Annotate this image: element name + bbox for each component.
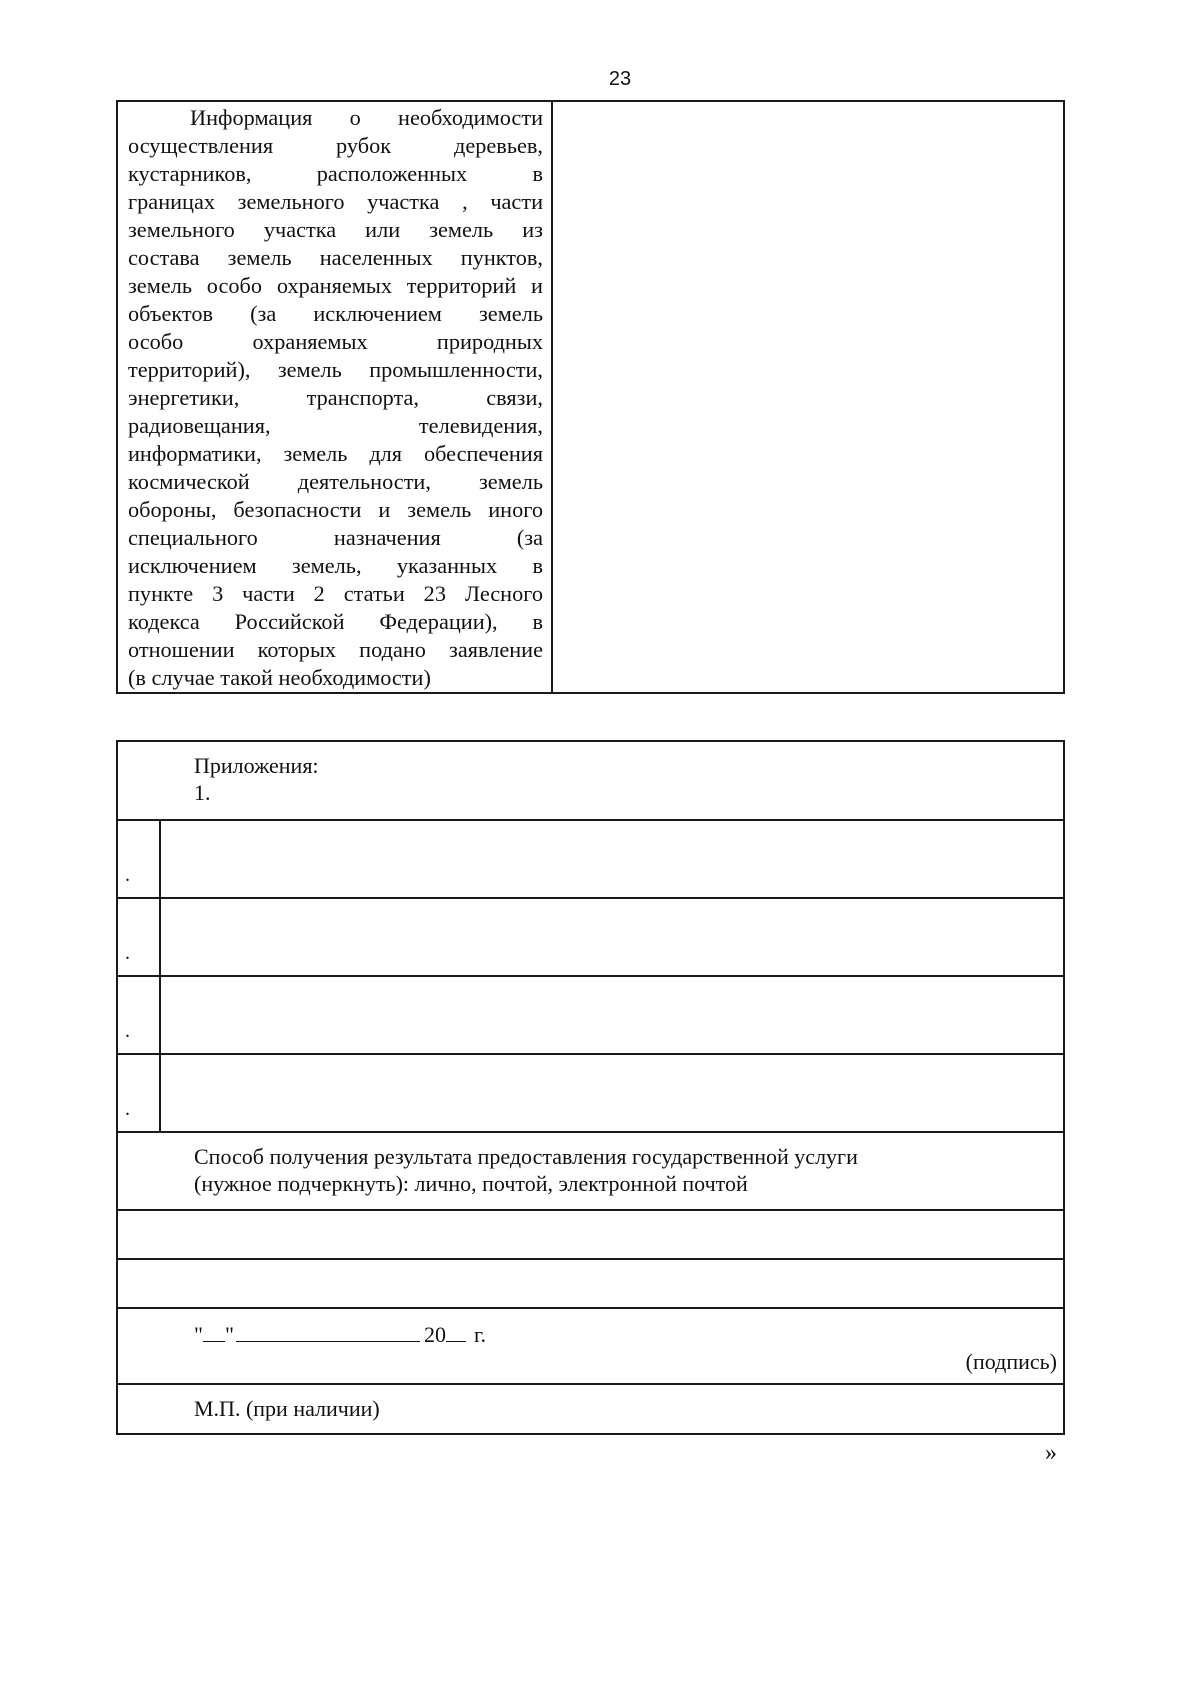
info-line: кустарников, расположенных в [128,161,543,186]
year-suffix: г. [473,1322,487,1347]
year-prefix: 20 [423,1322,446,1347]
attachment-field[interactable] [160,820,1064,898]
info-text-cell [117,101,552,693]
info-line: земельного участка или земель из [128,217,543,242]
page-number: 23 [608,68,632,90]
info-line: энергетики, транспорта, связи, [128,385,543,410]
info-line: исключением земель, указанных в [128,553,543,578]
info-line: пункте 3 части 2 статьи 23 Лесного [128,581,543,606]
info-line: специального назначения (за [128,525,543,550]
attachment-number-cell [117,898,160,976]
attachments-heading: Приложения: [194,753,319,778]
attachment-marker: . [125,1098,130,1120]
info-line: космической деятельности, земель [128,469,543,494]
stamp-cell [117,1384,1064,1434]
attachments-header-row [117,741,1064,820]
stamp-row [117,1384,1064,1434]
info-line: особо охраняемых природных [128,329,543,354]
attachments-table [116,740,1065,1435]
info-table [116,100,1065,694]
info-row [117,101,1064,693]
info-line: кодекса Российской Федерации), в [128,609,543,634]
blank-field[interactable] [117,1259,1064,1308]
info-answer-field[interactable] [552,101,1064,693]
quote-open: " [194,1322,203,1347]
date-field[interactable] [194,1322,486,1347]
info-line: обороны, безопасности и земель иного [128,497,543,522]
blank-row [117,1210,1064,1259]
attachment-number-cell [117,976,160,1054]
info-line: осуществления рубок деревьев, [128,133,543,158]
info-line: информатики, земель для обеспечения [128,441,543,466]
attachment-marker: . [125,942,130,964]
quote-close: " [224,1322,234,1347]
attachment-field[interactable] [160,898,1064,976]
blank-row [117,1259,1064,1308]
attachment-row [117,898,1064,976]
month-blank[interactable] [236,1323,420,1342]
info-line: радиовещания, телевидения, [128,413,543,438]
info-line: территорий), земель промышленности, [128,357,543,382]
delivery-method-line: Способ получения результата предоставления государственной услуги [194,1144,858,1169]
info-line: объектов (за исключением земель [128,301,543,326]
signature-label: (подпись) [965,1349,1057,1374]
attachment-field[interactable] [160,976,1064,1054]
day-blank[interactable] [203,1323,225,1342]
attachment-first-item: 1. [194,780,211,805]
delivery-method-options[interactable]: (нужное подчеркнуть): лично, почтой, электронной почтой [194,1171,748,1196]
info-line: границах земельного участка , части [128,189,543,214]
info-line: земель особо охраняемых территорий и [128,273,543,298]
year-blank[interactable] [446,1323,466,1342]
date-signature-cell [117,1308,1064,1384]
delivery-method-row [117,1132,1064,1210]
attachments-header-cell [117,741,1064,820]
info-line: (в случае такой необходимости) [128,665,431,690]
closing-quote-mark: » [1045,1440,1057,1466]
info-line: Информация о необходимости [190,105,543,130]
attachment-number-cell [117,820,160,898]
blank-field[interactable] [117,1210,1064,1259]
attachment-marker: . [125,864,130,886]
info-line: состава земель населенных пунктов, [128,245,543,270]
date-signature-row [117,1308,1064,1384]
attachment-number-cell [117,1054,160,1132]
attachment-field[interactable] [160,1054,1064,1132]
info-line: отношении которых подано заявление [128,637,543,662]
delivery-method-cell [117,1132,1064,1210]
attachment-row [117,1054,1064,1132]
attachment-marker: . [125,1020,130,1042]
stamp-label: М.П. (при наличии) [194,1396,380,1421]
attachment-row [117,820,1064,898]
attachment-row [117,976,1064,1054]
